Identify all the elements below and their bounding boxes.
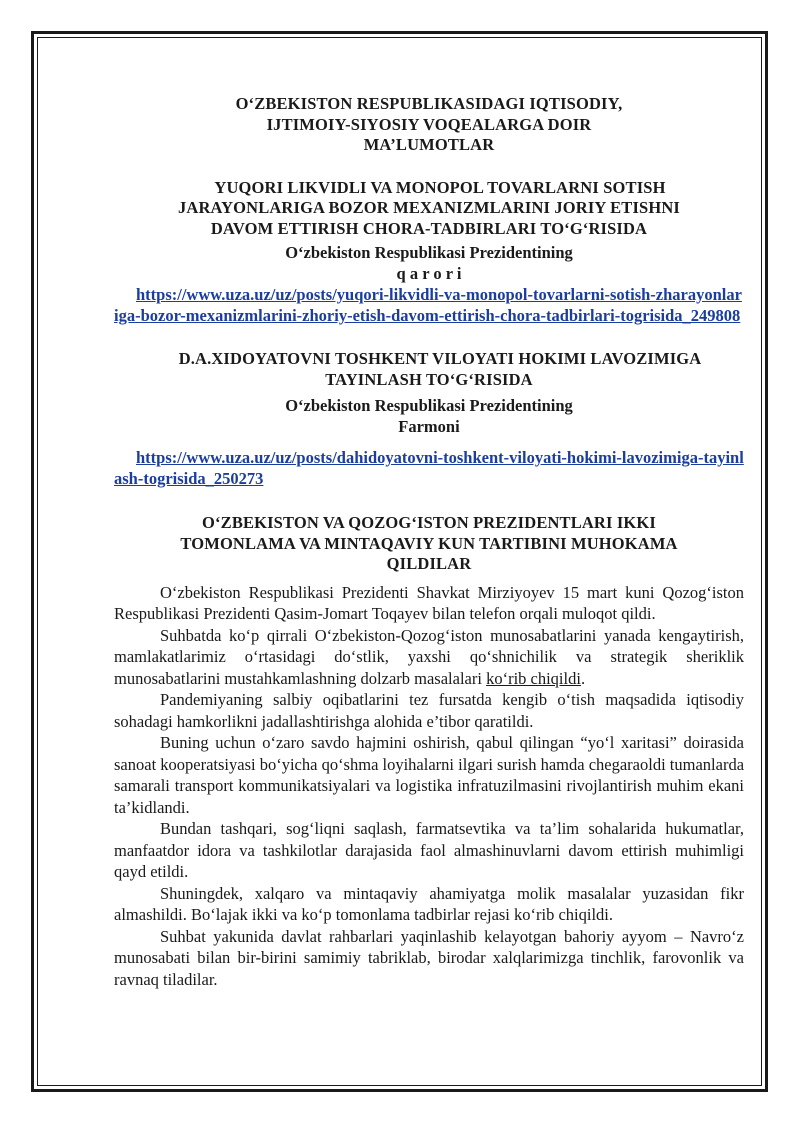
paragraph: [114, 625, 744, 690]
article-3-title-line-2: TOMONLAMA VA MINTAQAVIY KUN TARTIBINI MUHOKAMA: [180, 533, 678, 553]
article-1-doc-type: q a r o r i: [396, 264, 462, 283]
paragraph: Buning uchun o‘zaro savdo hajmini oshirish, qabul qilingan “yo‘l xaritasi” doirasida sanoat kooperatsiyasi bo‘yicha qo‘shma loyihalarni ilgari surish hamda chegaraoldi tumanlarda samarali transport kommunikatsiyalari va logistika infratuzilmasini rivojlantirish muhim ekani ta’kidlandi.: [114, 733, 745, 817]
article-1-title-line-2: JARAYONLARIGA BOZOR MEXANIZMLARINI JORIY ETISHNI: [178, 198, 680, 217]
main-heading: [114, 94, 744, 156]
article-1-source: O‘zbekiston Respublikasi Prezidentining: [285, 243, 573, 262]
paragraph-text: Suhbatda ko‘p qirrali O‘zbekiston-Qozog‘iston munosabatlarini yanada kengaytirish, mamlakatlarimiz o‘rtasidagi do‘stlik, yaxshi qo‘shnichilik va strategik sheriklik munosabatlarini mustahkamlashning dolzarb masalalari: [114, 625, 744, 688]
paragraph: O‘zbekiston Respublikasi Prezidenti Shavkat Mirziyoyev 15 mart kuni Qozog‘iston Respublikasi Prezidenti Qasim-Jomart Toqayev bilan telefon orqali muloqot qildi.: [114, 582, 744, 623]
article-2-source: O‘zbekiston Respublikasi Prezidentining: [285, 396, 573, 415]
paragraph: Pandemiyaning salbiy oqibatlarini tez fursatda kengib o‘tish maqsadida iqtisodiy sohadagi hamkorlikni jadallashtirishga alohida e’tibor qaratildi.: [114, 690, 744, 731]
article-3-title-line-1: O‘ZBEKISTON VA QOZOG‘ISTON PREZIDENTLARI IKKI: [202, 513, 656, 532]
article-1-title-line-3: DAVOM ETTIRISH CHORA-TADBIRLARI TO‘G‘RISIDA: [210, 218, 648, 238]
article-3-title-line-3: QILDILAR: [386, 554, 472, 573]
article-2-title-line-2: TAYINLASH TO‘G‘RISIDA: [325, 369, 533, 389]
article-2-link[interactable]: https://www.uza.uz/uz/posts/dahidoyatovni-toshkent-viloyati-hokimi-lavozimiga-tayinlash-togrisida_250273: [114, 448, 744, 488]
document-body: [114, 94, 744, 990]
paragraph-end: .: [580, 668, 586, 688]
main-heading-line-3: MA’LUMOTLAR: [363, 135, 495, 154]
article-1-link[interactable]: https://www.uza.uz/uz/posts/yuqori-likvidli-va-monopol-tovarlarni-sotish-zharayonlariga-bozor-mexanizmlarini-zhoriy-etish-davom-ettirish-chora-tadbirlari-togrisida_249808: [114, 285, 742, 325]
paragraph: Bundan tashqari, sog‘liqni saqlash, farmatsevtika va ta’lim sohalarida hukumatlar, manfaatdor idora va tashkilotlar darajasida faol almashinuvlarni davom ettirish muhimligi qayd etildi.: [114, 819, 744, 881]
underlined-phrase: ko‘rib chiqildi: [486, 668, 581, 688]
article-1-title-line-1: YUQORI LIKVIDLI VA MONOPOL TOVARLARNI SOTISH: [214, 177, 666, 197]
main-heading-line-1: O‘ZBEKISTON RESPUBLIKASIDAGI IQTISODIY,: [235, 94, 623, 113]
article-3: [114, 513, 744, 990]
article-2: [114, 349, 744, 489]
article-1: [114, 178, 744, 327]
paragraph: Shuningdek, xalqaro va mintaqaviy ahamiyatga molik masalalar yuzasidan fikr almashildi. Bo‘lajak ikki va ko‘p tomonlama tadbirlar rejasi ko‘rib chiqildi.: [114, 883, 744, 924]
main-heading-line-2: IJTIMOIY-SIYOSIY VOQEALARGA DOIR: [266, 114, 592, 134]
article-2-title-line-1: D.A.XIDOYATOVNI TOSHKENT VILOYATI HOKIMI LAVOZIMIGA: [178, 349, 702, 368]
paragraph: Suhbat yakunida davlat rahbarlari yaqinlashib kelayotgan bahoriy ayyom – Navro‘z munosabati bilan bir-birini samimiy tabriklab, birodar xalqlarimizga tinchlik, farovonlik va ravnaq tiladilar.: [114, 926, 744, 989]
article-3-body: [114, 582, 744, 991]
article-2-doc-type: Farmoni: [398, 417, 460, 436]
